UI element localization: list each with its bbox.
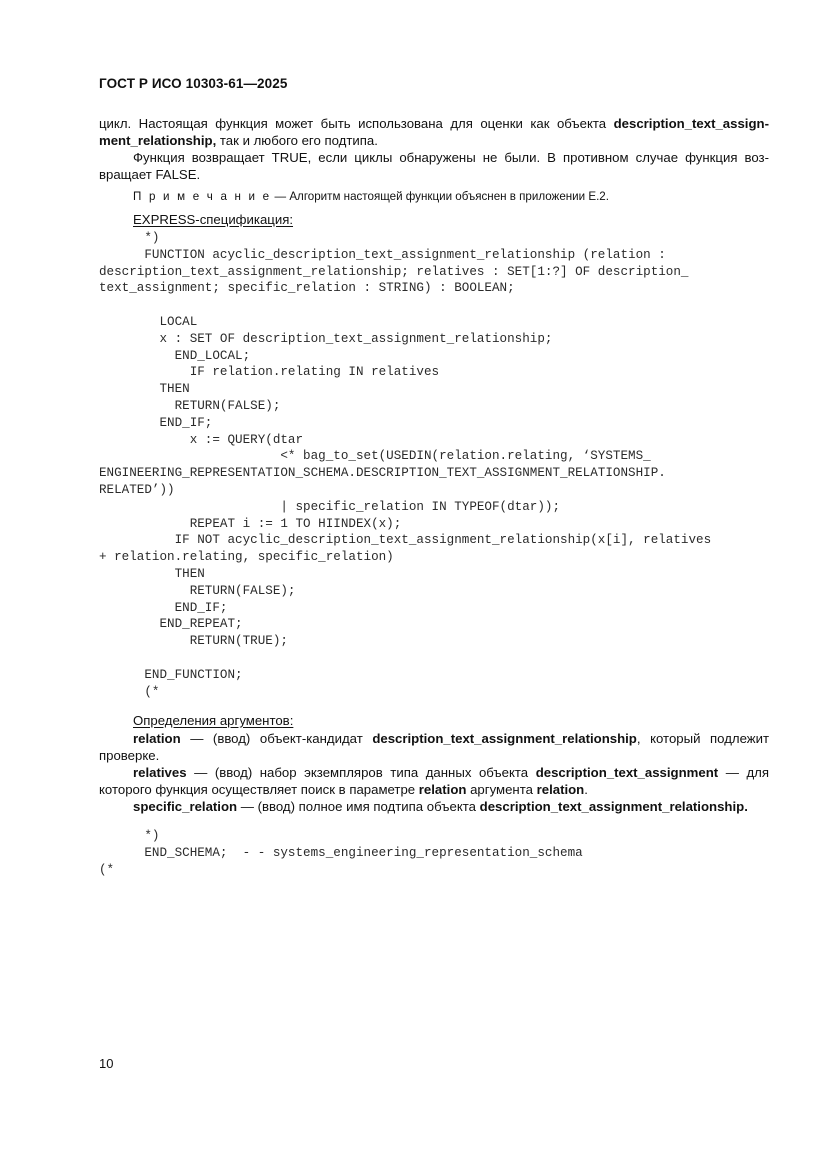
code-line: THEN <box>99 566 205 581</box>
arg-relation-desc: — (ввод) объект-кандидат <box>180 731 373 746</box>
code-line: | specific_relation IN TYPEOF(dtar)); <box>99 499 561 514</box>
arg-relatives-argument: relation <box>536 782 585 797</box>
code-line: END_SCHEMA; - - systems_engineering_representation_schema <box>99 845 583 860</box>
code-line: THEN <box>99 382 190 397</box>
code-line: IF NOT acyclic_description_text_assignment_relationship(x[i], relatives <box>99 533 712 548</box>
intro-p1-text: цикл. Настоящая функция может быть использована для оценки как объекта <box>99 116 614 131</box>
intro-paragraph-1 <box>99 115 769 149</box>
code-line: END_IF; <box>99 415 213 430</box>
intro-paragraph-2: Функция возвращает TRUE, если циклы обнаружены не были. В противном случае функция возвращает FALSE. <box>99 150 769 182</box>
code-line: RETURN(TRUE); <box>99 634 288 649</box>
intro-text <box>99 115 769 183</box>
code-line: x : SET OF description_text_assignment_relationship; <box>99 331 553 346</box>
arguments-heading: Определения аргументов: <box>133 713 294 728</box>
arg-relation-entity: description_text_assignment_relationship <box>372 731 637 746</box>
code-line: description_text_assignment_relationship; relatives : SET[1:?] OF description_ <box>99 264 689 279</box>
note <box>133 190 609 204</box>
code-line: *) <box>99 231 160 245</box>
page-number: 10 <box>99 1056 114 1071</box>
code-line: x := QUERY(dtar <box>99 432 304 447</box>
arg-relatives-param: relation <box>418 782 467 797</box>
arg-relatives-entity: description_text_assignment <box>535 765 719 780</box>
express-code-block <box>99 230 799 700</box>
note-text: — Алгоритм настоящей функции объяснен в приложении Е.2. <box>271 190 609 203</box>
argument-specific-relation <box>99 798 769 815</box>
schema-end-code <box>99 828 799 878</box>
code-line: RELATED’)) <box>99 482 175 497</box>
code-line: text_assignment; specific_relation : STRING) : BOOLEAN; <box>99 281 515 296</box>
code-line: END_IF; <box>99 600 228 615</box>
arg-relatives-desc-3: аргумента <box>466 782 537 797</box>
arg-relatives-desc-2: — для которого функция осуществляет поиск в параметре <box>99 765 769 797</box>
code-line: END_REPEAT; <box>99 617 243 632</box>
note-label: П р и м е ч а н и е <box>133 190 272 203</box>
arg-specific-entity: description_text_assignment_relationship. <box>479 799 748 814</box>
code-line: *) <box>99 829 160 843</box>
intro-p1-tail: так и любого его подтипа. <box>216 133 378 148</box>
arg-specific-term: specific_relation <box>133 799 238 814</box>
argument-relatives <box>99 764 769 798</box>
code-line: (* <box>99 862 115 877</box>
code-line: FUNCTION acyclic_description_text_assignment_relationship (relation : <box>99 247 666 262</box>
code-line: RETURN(FALSE); <box>99 398 281 413</box>
intro-p1-entity: description_text_assignment_relationship, <box>99 116 769 148</box>
code-line: ENGINEERING_REPRESENTATION_SCHEMA.DESCRIPTION_TEXT_ASSIGNMENT_RELATIONSHIP. <box>99 466 666 481</box>
argument-relation <box>99 730 769 764</box>
arg-relation-tail: , который подлежит проверке. <box>99 731 769 763</box>
express-spec-heading: EXPRESS-спецификация: <box>133 212 294 227</box>
code-line: END_FUNCTION; <box>99 667 243 682</box>
arg-relatives-term: relatives <box>133 765 187 780</box>
code-line: <* bag_to_set(USEDIN(relation.relating, ‘SYSTEMS_ <box>99 449 651 464</box>
code-line: REPEAT i := 1 TO HIINDEX(x); <box>99 516 402 531</box>
code-line: (* <box>99 684 160 699</box>
arg-relation-term: relation <box>133 731 181 746</box>
document-header: ГОСТ Р ИСО 10303-61—2025 <box>99 76 288 91</box>
code-line: IF relation.relating IN relatives <box>99 365 440 380</box>
arg-relatives-tail: . <box>584 782 588 797</box>
code-line: + relation.relating, specific_relation) <box>99 550 394 565</box>
code-line: RETURN(FALSE); <box>99 583 296 598</box>
arg-specific-desc: — (ввод) полное имя подтипа объекта <box>237 799 480 814</box>
code-line: END_LOCAL; <box>99 348 251 363</box>
arguments-text <box>99 730 769 815</box>
code-line: LOCAL <box>99 314 198 329</box>
arg-relatives-desc: — (ввод) набор экземпляров типа данных объекта <box>186 765 536 780</box>
